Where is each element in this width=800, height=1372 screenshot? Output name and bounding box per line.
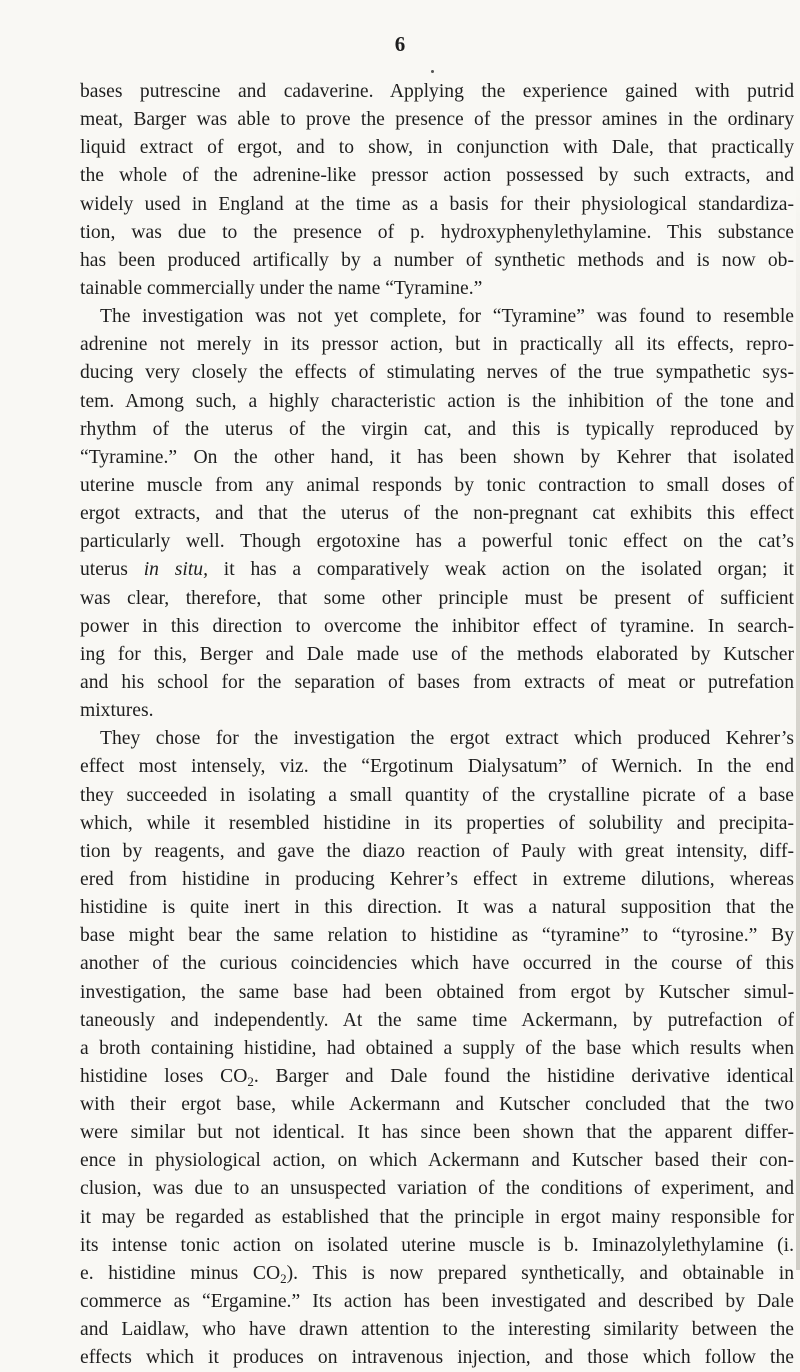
text-line: histidine is quite inert in this direction. It was a natural supposition that the xyxy=(80,897,794,919)
text-line: tem. Among such, a highly characteristic action is the inhibition of the tone and xyxy=(80,390,794,412)
text-line: They chose for the investigation the ergot extract which produced Kehrer’s xyxy=(100,728,794,750)
text-line: were similar but not identical. It has since been shown that the apparent differ- xyxy=(80,1122,794,1144)
text-line: adrenine not merely in its pressor action, but in practically all its effects, repro- xyxy=(80,334,794,356)
text-line: rhythm of the uterus of the virgin cat, and this is typically reproduced by xyxy=(80,418,794,440)
text-line: has been produced artifically by a number of synthetic methods and is now ob- xyxy=(80,249,794,271)
text-line: its intense tonic action on isolated uterine muscle is b. Iminazolylethylamine (i. xyxy=(80,1234,794,1256)
text-line: liquid extract of ergot, and to show, in conjunction with Dale, that practically xyxy=(80,137,794,159)
text-line: and his school for the separation of bases from extracts of meat or putrefation xyxy=(80,671,794,693)
text-line: commerce as “Ergamine.” Its action has been investigated and described by Dale xyxy=(80,1291,794,1313)
text-line: clusion, was due to an unsuspected variation of the conditions of experiment, and xyxy=(80,1178,794,1200)
text-line: uterus in situ, it has a comparatively weak action on the isolated organ; it xyxy=(80,559,794,581)
text-line: and Laidlaw, who have drawn attention to the interesting similarity between the xyxy=(80,1319,794,1341)
text-line: ducing very closely the effects of stimulating nerves of the true sympathetic sys- xyxy=(80,362,794,384)
text-line: ing for this, Berger and Dale made use of the methods elaborated by Kutscher xyxy=(80,643,794,665)
text-line: effects which it produces on intravenous injection, and those which follow the xyxy=(80,1347,794,1369)
text-line: e. histidine minus $CO_2$). This is now prepared synthetically, and obtainable in xyxy=(80,1262,794,1286)
text-line: effect most intensely, viz. the “Ergotinum Dialysatum” of Wernich. In the end xyxy=(80,756,794,778)
body-text xyxy=(80,78,794,1372)
text-line: particularly well. Though ergotoxine has a powerful tonic effect on the cat’s xyxy=(80,531,794,553)
text-line: widely used in England at the time as a basis for their physiological standardiza- xyxy=(80,193,794,215)
text-line: it may be regarded as established that the principle in ergot mainy responsible for xyxy=(80,1206,794,1228)
text-line: with their ergot base, while Ackermann and Kutscher concluded that the two xyxy=(80,1094,794,1116)
text-line: ence in physiological action, on which Ackermann and Kutscher based their con- xyxy=(80,1150,794,1172)
text-line: which, while it resembled histidine in its properties of solubility and precipita- xyxy=(80,812,794,834)
text-line: another of the curious coincidencies which have occurred in the course of this xyxy=(80,953,794,975)
print-speck xyxy=(431,70,434,73)
text-line: mixtures. xyxy=(80,700,154,722)
text-line: meat, Barger was able to prove the presence of the pressor amines in the ordinary xyxy=(80,109,794,131)
text-line: tion by reagents, and gave the diazo reaction of Pauly with great intensity, diff- xyxy=(80,840,794,862)
text-line: taneously and independently. At the same time Ackermann, by putrefaction of xyxy=(80,1009,794,1031)
text-line: was clear, therefore, that some other principle must be present of sufficient xyxy=(80,587,794,609)
text-line: uterine muscle from any animal responds by tonic contraction to small doses of xyxy=(80,474,794,496)
text-line: “Tyramine.” On the other hand, it has been shown by Kehrer that isolated xyxy=(80,446,794,468)
text-line: tion, was due to the presence of p. hydroxyphenylethylamine. This substance xyxy=(80,221,794,243)
text-line: histidine loses $CO_2$. Barger and Dale found the histidine derivative identical xyxy=(80,1065,794,1089)
page-edge-shadow xyxy=(796,180,800,1270)
text-line: ered from histidine in producing Kehrer’s effect in extreme dilutions, whereas xyxy=(80,868,794,890)
text-line: bases putrescine and cadaverine. Applying the experience gained with putrid xyxy=(80,81,794,102)
text-line: The investigation was not yet complete, for “Tyramine” was found to resemble xyxy=(100,306,794,328)
text-line: tainable commercially under the name “Tyramine.” xyxy=(80,277,483,299)
text-line: power in this direction to overcome the inhibitor effect of tyramine. In search- xyxy=(80,615,794,637)
text-line: investigation, the same base had been obtained from ergot by Kutscher simul- xyxy=(80,981,794,1003)
text-line: base might bear the same relation to histidine as “tyramine” to “tyrosine.” By xyxy=(80,925,794,947)
page-number: 6 xyxy=(394,32,406,56)
text-line: a broth containing histidine, had obtained a supply of the base which results when xyxy=(80,1037,794,1059)
text-line: they succeeded in isolating a small quantity of the crystalline picrate of a base xyxy=(80,784,794,806)
text-line: the whole of the adrenine-like pressor action possessed by such extracts, and xyxy=(80,165,794,187)
text-line: ergot extracts, and that the uterus of the non-pregnant cat exhibits this effect xyxy=(80,503,794,525)
